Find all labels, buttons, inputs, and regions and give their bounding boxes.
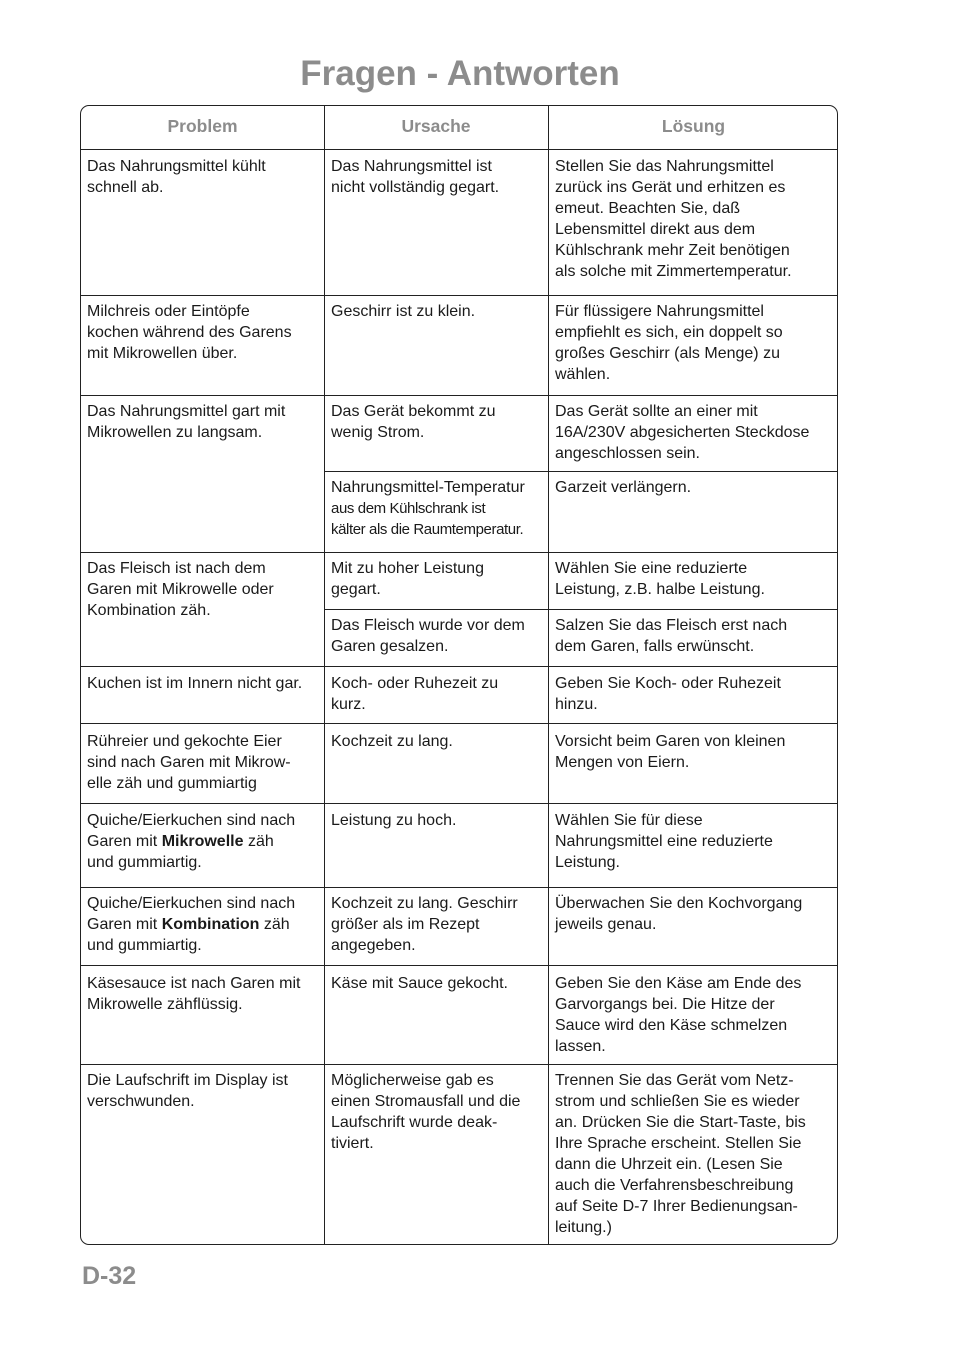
problem-cell: Die Laufschrift im Display ist verschwunden. (87, 1072, 288, 1110)
row-divider (81, 395, 837, 396)
problem-cell: Das Nahrungsmittel kühlt schnell ab. (87, 158, 266, 196)
cause-cell: Das Gerät bekommt zu wenig Strom. (331, 403, 496, 441)
solution-cell: Salzen Sie das Fleisch erst nach dem Garen, falls erwünscht. (555, 617, 788, 655)
cause-cell: Leistung zu hoch. (331, 812, 457, 829)
cause-cell (331, 477, 547, 540)
cause-cell: Koch- oder Ruhezeit zu kurz. (331, 675, 499, 713)
cause-line: Nahrungsmittel-Temperatur (331, 479, 525, 496)
problem-cell: Das Nahrungsmittel gart mit Mikrowellen zu langsam. (87, 403, 286, 441)
solution-cell: Für flüssigere Nahrungsmittel empfiehlt es sich, ein doppelt so großes Geschirr (als Menge) zu wählen. (555, 303, 783, 383)
solution-cell: Trennen Sie das Gerät vom Netz- strom und schließen Sie es wieder an. Drücken Sie die Start-Taste, bis Ihre Sprache erscheint. Stellen Sie dann die Uhrzeit ein. (Lesen Sie auch die Verfahrensbeschreibung auf Seite D-7 Ihrer Bedienungsan- leitung.) (555, 1072, 806, 1236)
row-divider (81, 295, 837, 296)
cause-cell: Mit zu hoher Leistung gegart. (331, 560, 484, 598)
row-divider (81, 803, 837, 804)
solution-cell: Das Gerät sollte an einer mit 16A/230V abgesicherten Steckdose angeschlossen sein. (555, 403, 810, 462)
problem-cell (87, 810, 323, 873)
cause-cell: Das Fleisch wurde vor dem Garen gesalzen. (331, 617, 525, 655)
solution-cell: Garzeit verlängern. (555, 479, 692, 496)
header-loesung: Lösung (661, 116, 726, 136)
faq-table (80, 105, 838, 1245)
cause-cell: Kochzeit zu lang. Geschirr größer als im Rezept angegeben. (331, 895, 518, 954)
row-divider (81, 666, 837, 667)
row-divider (81, 887, 837, 888)
solution-cell: Vorsicht beim Garen von kleinen Mengen von Eiern. (555, 733, 786, 771)
page-number: D-32 (82, 1262, 137, 1290)
solution-cell: Geben Sie Koch- oder Ruhezeit hinzu. (555, 675, 781, 713)
cause-cell: Käse mit Sauce gekocht. (331, 975, 508, 992)
solution-cell: Wählen Sie für diese Nahrungsmittel eine reduzierte Leistung. (555, 812, 773, 871)
solution-cell: Wählen Sie eine reduzierte Leistung, z.B. halbe Leistung. (555, 560, 765, 598)
header-problem: Problem (167, 116, 238, 136)
problem-text: Quiche/Eierkuchen sind nach Garen mit (87, 895, 296, 933)
cause-cell: Geschirr ist zu klein. (331, 303, 476, 320)
problem-cell: Kuchen ist im Innern nicht gar. (87, 675, 303, 692)
problem-emphasis: Mikrowelle (161, 833, 244, 850)
row-divider (81, 149, 837, 150)
solution-cell: Stellen Sie das Nahrungsmittel zurück ins Gerät und erhitzen es emeut. Beachten Sie, daß Lebensmittel direkt aus dem Kühlschrank mehr Zeit benötigen als solche mit Zimmertemperatur. (555, 158, 792, 280)
cause-cell: Das Nahrungsmittel ist nicht vollständig gegart. (331, 158, 500, 196)
solution-cell: Überwachen Sie den Kochvorgang jeweils genau. (555, 895, 803, 933)
row-divider (81, 723, 837, 724)
row-divider (81, 1064, 837, 1065)
header-ursache: Ursache (401, 116, 471, 136)
problem-text: Quiche/Eierkuchen sind nach Garen mit (87, 812, 296, 850)
solution-cell: Geben Sie den Käse am Ende des Garvorgangs bei. Die Hitze der Sauce wird den Käse schmelzen lassen. (555, 975, 802, 1055)
column-divider (324, 106, 325, 1244)
row-divider (81, 552, 837, 553)
problem-cell: Das Fleisch ist nach dem Garen mit Mikrowelle oder Kombination zäh. (87, 560, 274, 619)
page-title: Fragen - Antworten (300, 54, 620, 93)
row-divider (81, 965, 837, 966)
subrow-divider (324, 609, 838, 610)
problem-cell: Milchreis oder Eintöpfe kochen während des Garens mit Mikrowellen über. (87, 303, 292, 362)
problem-text: zäh und gummiartig. (87, 916, 290, 954)
cause-cell: Kochzeit zu lang. (331, 733, 453, 750)
problem-cell: Käsesauce ist nach Garen mit Mikrowelle zähflüssig. (87, 975, 301, 1013)
problem-emphasis: Kombination (161, 916, 260, 933)
problem-cell (87, 893, 323, 956)
problem-cell: Rühreier und gekochte Eier sind nach Garen mit Mikrow- elle zäh und gummiartig (87, 733, 291, 792)
subrow-divider (324, 471, 838, 472)
problem-text: zäh und gummiartig. (87, 833, 274, 871)
cause-line-condensed: aus dem Kühlschrank ist kälter als die Raumtemperatur. (331, 500, 524, 538)
cause-cell: Möglicherweise gab es einen Stromausfall und die Laufschrift wurde deak- tiviert. (331, 1072, 521, 1152)
column-divider (548, 106, 549, 1244)
